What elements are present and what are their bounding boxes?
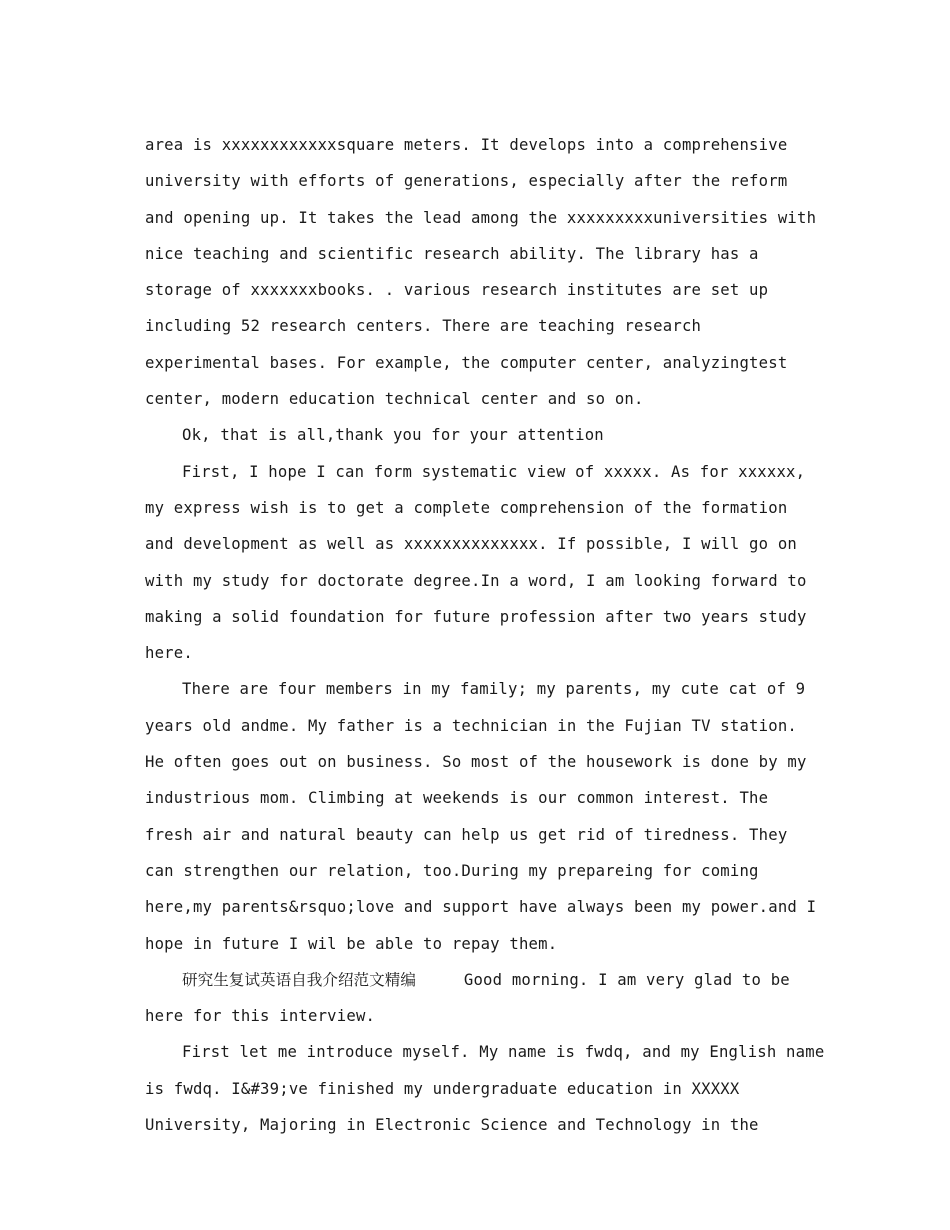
document-body bbox=[145, 127, 825, 1143]
paragraph-family: There are four members in my family; my parents, my cute cat of 9 years old andme. My father is a technician in the Fujian TV station. He often goes out on business. So most of the housework is done by my industrious mom. Climbing at weekends is our common interest. The fresh air and natural beauty can help us get rid of tiredness. They can strengthen our relation, too.During my prepareing for coming here,my parents&rsquo;love and support have always been my power.and I hope in future I wil be able to repay them. bbox=[145, 680, 817, 953]
paragraph-university-description: area is xxxxxxxxxxxxsquare meters. It develops into a comprehensive university with efforts of generations, especially after the reform and opening up. It takes the lead among the xxxxxxxxxuniversities with nice teaching and scientific research ability. The library has a storage of xxxxxxxbooks. . various research institutes are set up including 52 research centers. There are teaching research experimental bases. For example, the computer center, analyzingtest center, modern education technical center and so on. bbox=[145, 136, 817, 409]
paragraph-closing-remark: Ok, that is all,thank you for your attention bbox=[182, 426, 604, 445]
paragraph-interview-greeting bbox=[145, 962, 825, 1035]
paragraph-study-plan: First, I hope I can form systematic view of xxxxx. As for xxxxxx, my express wish is to get a complete comprehension of the formation and development as well as xxxxxxxxxxxxxx. If possible, I will go on with my study for doctorate degree.In a word, I am looking forward to making a solid foundation for future profession after two years study here. bbox=[145, 462, 807, 663]
paragraph-self-introduction: First let me introduce myself. My name is fwdq, and my English name is fwdq. I&#39;ve finished my undergraduate education in XXXXX University, Majoring in Electronic Science and Technology in the bbox=[145, 1043, 825, 1135]
section-heading-cjk: 研究生复试英语自我介绍范文精编 bbox=[182, 970, 416, 989]
greeting-text: Good morning. I am very glad to be here for this interview. bbox=[145, 970, 790, 1026]
